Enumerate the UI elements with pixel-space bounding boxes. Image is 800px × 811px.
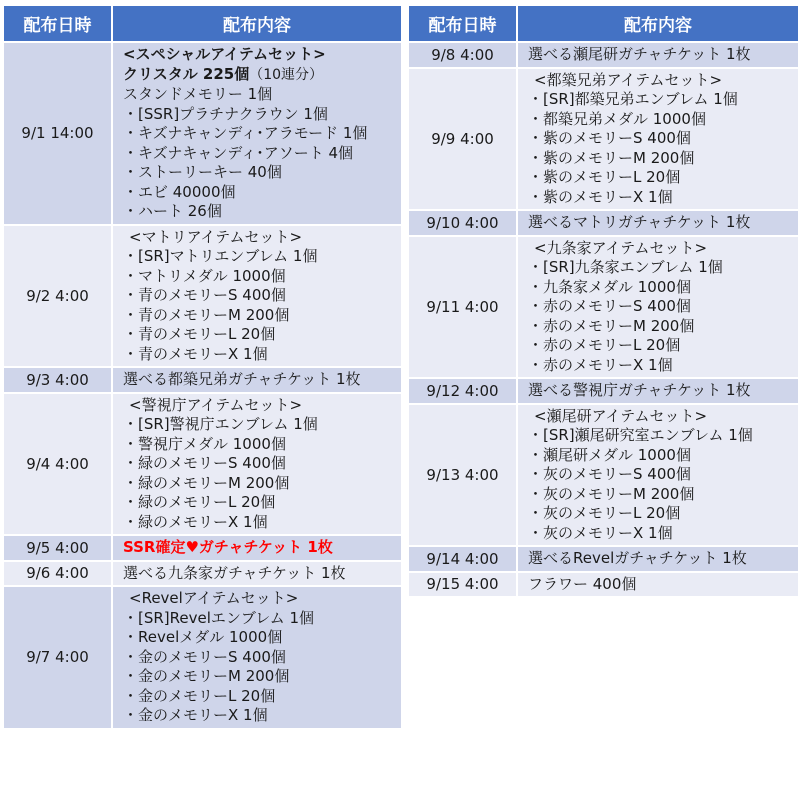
content-line-text: ・エビ 40000個: [123, 182, 236, 201]
content-line: [528, 90, 792, 110]
header-content: 配布内容: [517, 5, 798, 42]
content-line-text: 選べるRevelガチャチケット 1枚: [528, 549, 747, 567]
content-line: [123, 144, 395, 164]
content-line-text: フラワー 400個: [528, 574, 637, 593]
content-line-text: ・瀬尾研メダル 1000個: [528, 445, 691, 464]
content-line-text: 選べる九条家ガチャチケット 1枚: [123, 563, 346, 582]
schedule-rows-left: [4, 42, 401, 729]
content-line: [123, 45, 395, 65]
content-line-text: ・金のメモリーS 400個: [123, 647, 286, 666]
schedule-table-left: [4, 4, 401, 730]
content-line-text: ・緑のメモリーL 20個: [123, 493, 276, 511]
content-line-text: ・赤のメモリーL 20個: [528, 336, 681, 354]
content-line-text: ・ハート 26個: [123, 202, 222, 220]
content-line-text: <スペシャルアイテムセット>: [123, 45, 326, 63]
content-line-text: ・金のメモリーL 20個: [123, 686, 276, 705]
table-row: [4, 42, 401, 225]
distribution-date: 9/3 4:00: [4, 367, 112, 393]
table-row: [409, 404, 798, 547]
content-line: [123, 306, 395, 326]
content-line-text: ・赤のメモリーM 200個: [528, 316, 695, 335]
content-line: [528, 71, 792, 91]
content-line-text: クリスタル 225個: [123, 64, 250, 83]
content-line: [123, 493, 395, 513]
distribution-date: 9/14 4:00: [409, 546, 517, 572]
content-line-text: 選べる都築兄弟ガチャチケット 1枚: [123, 370, 361, 388]
table-row: [4, 367, 401, 393]
content-line-text: ・緑のメモリーM 200個: [123, 473, 290, 492]
content-line-text: ・マトリメダル 1000個: [123, 266, 286, 285]
content-line: [528, 188, 792, 208]
content-line-text: ・キズナキャンディ･アラモード 1個: [123, 124, 368, 142]
distribution-date: 9/1 14:00: [4, 42, 112, 225]
content-line-text: ・Revelメダル 1000個: [123, 628, 283, 646]
content-line-text: ・灰のメモリーM 200個: [528, 484, 695, 503]
content-line: [123, 538, 395, 558]
content-line-text: ・九条家メダル 1000個: [528, 277, 691, 296]
header-row: [4, 5, 401, 42]
content-line: [123, 85, 395, 105]
table-row: [409, 546, 798, 572]
content-line: [123, 228, 395, 248]
content-line: [123, 667, 395, 687]
table-row: [4, 535, 401, 561]
distribution-content: [112, 561, 401, 587]
content-line: [528, 446, 792, 466]
content-line: [528, 381, 792, 401]
distribution-content: [517, 404, 798, 547]
content-line: [528, 317, 792, 337]
header-date: 配布日時: [409, 5, 517, 42]
content-line-text: ・[SR]Revelエンブレム 1個: [123, 608, 315, 627]
content-line: [528, 485, 792, 505]
table-row: [4, 561, 401, 587]
content-line: [123, 345, 395, 365]
content-line: [123, 706, 395, 726]
content-line-text: <都築兄弟アイテムセット>: [534, 70, 723, 89]
content-line: [528, 426, 792, 446]
content-line: [123, 454, 395, 474]
content-line: [528, 110, 792, 130]
distribution-content: [517, 378, 798, 404]
content-line-text: <マトリアイテムセット>: [129, 227, 303, 246]
content-line: [123, 415, 395, 435]
content-line-text: ・紫のメモリーS 400個: [528, 129, 691, 147]
content-line: [123, 286, 395, 306]
distribution-date: 9/15 4:00: [409, 572, 517, 598]
distribution-content: [517, 68, 798, 211]
header-row: [409, 5, 798, 42]
content-line: [528, 168, 792, 188]
distribution-content: [517, 42, 798, 68]
content-line: [123, 687, 395, 707]
content-line-text: ・金のメモリーM 200個: [123, 667, 290, 685]
table-row: [409, 236, 798, 379]
content-line-text: ・紫のメモリーX 1個: [528, 187, 673, 206]
distribution-date: 9/13 4:00: [409, 404, 517, 547]
distribution-date: 9/12 4:00: [409, 378, 517, 404]
distribution-content: [517, 236, 798, 379]
content-line: [528, 407, 792, 427]
content-line: [123, 124, 395, 144]
content-line: [123, 513, 395, 533]
content-line: [123, 396, 395, 416]
distribution-date: 9/8 4:00: [409, 42, 517, 68]
header-date: 配布日時: [4, 5, 112, 42]
distribution-date: 9/10 4:00: [409, 210, 517, 236]
content-line-text: ・[SR]瀬尾研究室エンブレム 1個: [528, 426, 753, 444]
distribution-date: 9/7 4:00: [4, 586, 112, 729]
content-line: [123, 370, 395, 390]
content-line-text: ・[SR]都築兄弟エンブレム 1個: [528, 90, 738, 108]
content-line-text: ・キズナキャンディ･アソート 4個: [123, 143, 354, 162]
content-line: [123, 267, 395, 287]
content-line: [123, 589, 395, 609]
content-line: [528, 239, 792, 259]
content-line: [528, 213, 792, 233]
distribution-content: [517, 546, 798, 572]
distribution-content: [112, 535, 401, 561]
distribution-content: [517, 210, 798, 236]
content-line-text: ・[SR]九条家エンブレム 1個: [528, 258, 723, 276]
content-line: [528, 356, 792, 376]
content-line: [123, 325, 395, 345]
content-line-text: ・[SR]マトリエンブレム 1個: [123, 247, 318, 265]
content-line-text: ・[SR]警視庁エンブレム 1個: [123, 415, 318, 433]
content-line: [528, 45, 792, 65]
distribution-date: 9/2 4:00: [4, 225, 112, 368]
distribution-content: [112, 225, 401, 368]
content-line: [123, 564, 395, 584]
content-line: [123, 609, 395, 629]
content-line: [123, 648, 395, 668]
content-line-text: ・ストーリーキー 40個: [123, 163, 282, 181]
distribution-date: 9/9 4:00: [409, 68, 517, 211]
content-line-text: ・灰のメモリーX 1個: [528, 523, 673, 542]
table-row: [409, 572, 798, 598]
content-line: [123, 65, 395, 86]
content-line-text: ・赤のメモリーS 400個: [528, 297, 691, 315]
content-line: [528, 465, 792, 485]
content-line-text: SSR確定♥ガチャチケット 1枚: [123, 538, 333, 556]
content-line: [123, 202, 395, 222]
content-line-text: <Revelアイテムセット>: [129, 589, 299, 607]
distribution-date: 9/11 4:00: [409, 236, 517, 379]
content-line-text: ・都築兄弟メダル 1000個: [528, 109, 706, 128]
header-content: 配布内容: [112, 5, 401, 42]
table-row: [4, 225, 401, 368]
content-line-text: ・灰のメモリーL 20個: [528, 504, 681, 522]
content-line-text: ・緑のメモリーX 1個: [123, 512, 268, 531]
content-line-text: 選べる瀬尾研ガチャチケット 1枚: [528, 45, 751, 63]
content-line-text: ・青のメモリーS 400個: [123, 286, 286, 304]
content-line: [123, 105, 395, 125]
content-line: [123, 628, 395, 648]
distribution-content: [112, 367, 401, 393]
table-row: [409, 378, 798, 404]
table-row: [409, 210, 798, 236]
distribution-date: 9/5 4:00: [4, 535, 112, 561]
schedule-table-right: [409, 4, 798, 598]
content-line-text: 選べる警視庁ガチャチケット 1枚: [528, 381, 751, 399]
schedule-rows-right: [409, 42, 798, 597]
content-line-text: ・緑のメモリーS 400個: [123, 454, 286, 472]
content-line: [528, 524, 792, 544]
table-row: [409, 42, 798, 68]
content-line: [123, 183, 395, 203]
content-line-text: <九条家アイテムセット>: [534, 238, 708, 257]
content-line-text: ・赤のメモリーX 1個: [528, 355, 673, 374]
content-line: [123, 474, 395, 494]
content-line-text: ・警視庁メダル 1000個: [123, 434, 286, 453]
content-line-text: ・紫のメモリーM 200個: [528, 148, 695, 167]
content-line-text: ・[SSR]プラチナクラウン 1個: [123, 104, 328, 123]
content-line: [528, 549, 792, 569]
table-row: [4, 586, 401, 729]
content-line: [528, 278, 792, 298]
content-line: [528, 504, 792, 524]
content-line: [528, 149, 792, 169]
content-line: [528, 297, 792, 317]
content-line-text: 選べるマトリガチャチケット 1枚: [528, 213, 751, 231]
table-row: [409, 68, 798, 211]
content-line-text: ・金のメモリーX 1個: [123, 706, 268, 724]
content-line-text: <瀬尾研アイテムセット>: [534, 406, 708, 425]
distribution-content: [112, 393, 401, 536]
content-line-suffix: （10連分）: [249, 66, 324, 83]
content-line-text: スタンドメモリー 1個: [123, 85, 273, 103]
content-line: [528, 258, 792, 278]
content-line-text: ・青のメモリーL 20個: [123, 325, 276, 343]
content-line: [123, 435, 395, 455]
distribution-content: [517, 572, 798, 598]
table-row: [4, 393, 401, 536]
distribution-content: [112, 586, 401, 729]
content-line: [123, 247, 395, 267]
content-line: [528, 575, 792, 595]
content-line-text: <警視庁アイテムセット>: [129, 395, 303, 414]
content-line-text: ・青のメモリーM 200個: [123, 305, 290, 324]
distribution-date: 9/4 4:00: [4, 393, 112, 536]
content-line-text: ・灰のメモリーS 400個: [528, 465, 691, 483]
content-line: [528, 129, 792, 149]
content-line: [123, 163, 395, 183]
content-line-text: ・青のメモリーX 1個: [123, 344, 268, 363]
content-line-text: ・紫のメモリーL 20個: [528, 168, 681, 186]
distribution-date: 9/6 4:00: [4, 561, 112, 587]
distribution-content: [112, 42, 401, 225]
content-line: [528, 336, 792, 356]
